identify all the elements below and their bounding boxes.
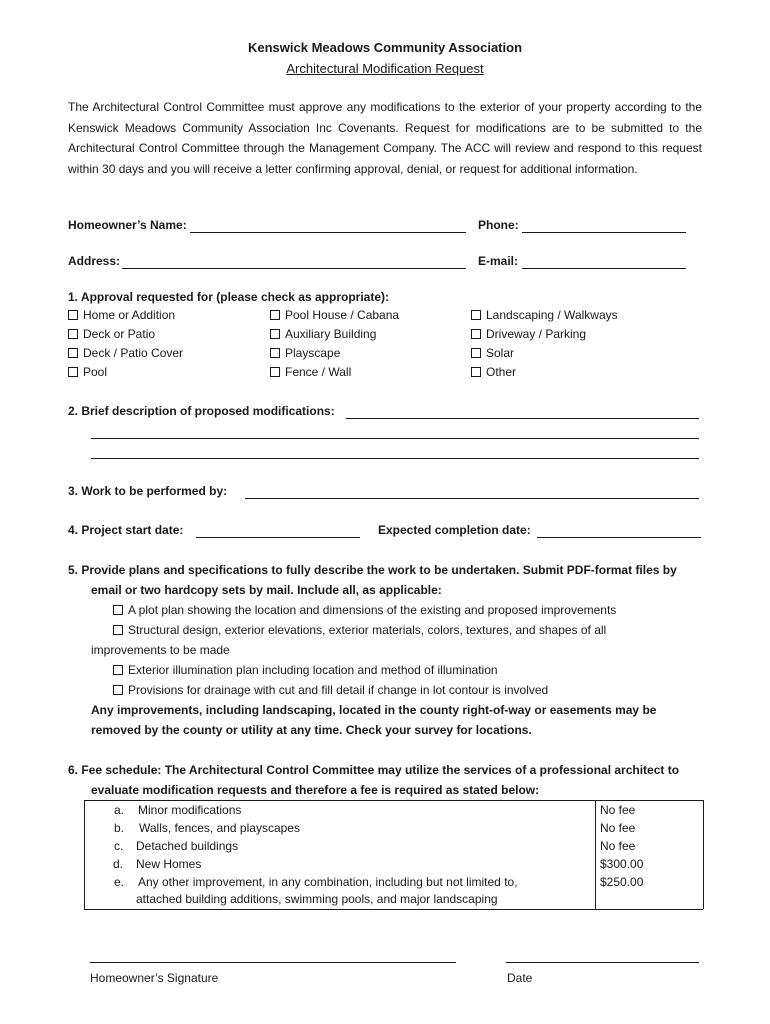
checkbox-icon xyxy=(68,348,78,358)
fee-row-fee: No fee xyxy=(600,803,636,817)
checkbox-pool-house[interactable]: Pool House / Cabana xyxy=(270,308,399,322)
fee-row-letter: a. xyxy=(114,803,125,817)
checkbox-icon xyxy=(471,329,481,339)
phone-field[interactable] xyxy=(522,232,686,233)
description-line-2[interactable] xyxy=(91,438,699,439)
fee-row-desc: Walls, fences, and playscapes xyxy=(139,821,300,835)
phone-label: Phone: xyxy=(478,218,519,232)
fee-row-letter: c. xyxy=(114,839,124,853)
checkbox-icon xyxy=(270,367,280,377)
table-border-middle xyxy=(595,800,596,909)
homeowner-name-field[interactable] xyxy=(190,232,466,233)
checkbox-fence-wall[interactable]: Fence / Wall xyxy=(270,365,351,379)
plan-item-drainage[interactable]: Provisions for drainage with cut and fill detail if change in lot contour is involved xyxy=(113,683,548,697)
signature-line[interactable] xyxy=(90,962,456,963)
checkbox-icon xyxy=(471,348,481,358)
form-title: Architectural Modification Request xyxy=(286,61,484,76)
checkbox-icon xyxy=(471,367,481,377)
plan-item-structural[interactable]: Structural design, exterior elevations, exterior materials, colors, textures, and shapes of all xyxy=(113,623,606,637)
description-line-1[interactable] xyxy=(346,418,699,419)
checkbox-icon xyxy=(113,685,123,695)
completion-date-label: Expected completion date: xyxy=(378,523,531,537)
plan-item-structural-cont: improvements to be made xyxy=(91,643,230,657)
date-label: Date xyxy=(507,971,533,985)
email-label: E-mail: xyxy=(478,254,519,268)
checkbox-icon xyxy=(113,605,123,615)
checkbox-icon xyxy=(68,329,78,339)
section5-note1: Any improvements, including landscaping, located in the county right-of-way or easements may be xyxy=(91,703,657,717)
checkbox-icon xyxy=(68,310,78,320)
performed-by-field[interactable] xyxy=(245,498,699,499)
intro-paragraph: The Architectural Control Committee must approve any modifications to the exterior of your property according to the Kenswick Meadows Community Association Inc Covenants. Request for modifications are to be submitted to the Architectural Control Committee through the Management Company. The ACC will review and respond to this request within 30 days and you will receive a letter confirming approval, denial, or request for additional information. xyxy=(68,100,702,176)
table-border-bottom xyxy=(84,909,703,910)
completion-date-field[interactable] xyxy=(537,537,701,538)
fee-row-desc: Minor modifications xyxy=(138,803,242,817)
checkbox-deck-patio-cover[interactable]: Deck / Patio Cover xyxy=(68,346,183,360)
checkbox-landscaping[interactable]: Landscaping / Walkways xyxy=(471,308,618,322)
section5-line2: email or two hardcopy sets by mail. Include all, as applicable: xyxy=(91,583,442,597)
section3-label: 3. Work to be performed by: xyxy=(68,484,228,498)
homeowner-name-label: Homeowner’s Name: xyxy=(68,218,187,232)
plan-item-illumination[interactable]: Exterior illumination plan including location and method of illumination xyxy=(113,663,498,677)
fee-row-desc: New Homes xyxy=(136,857,202,871)
description-line-3[interactable] xyxy=(91,458,699,459)
checkbox-home-addition[interactable]: Home or Addition xyxy=(68,308,175,322)
checkbox-other[interactable]: Other xyxy=(471,365,516,379)
table-border-left xyxy=(84,800,85,909)
address-label: Address: xyxy=(68,254,121,268)
plan-item-plot[interactable]: A plot plan showing the location and dimensions of the existing and proposed improvements xyxy=(113,603,616,617)
checkbox-icon xyxy=(113,625,123,635)
checkbox-icon xyxy=(270,348,280,358)
date-line[interactable] xyxy=(506,962,699,963)
start-date-field[interactable] xyxy=(196,537,360,538)
checkbox-pool[interactable]: Pool xyxy=(68,365,107,379)
fee-row-letter: e. xyxy=(114,875,125,889)
fee-row-fee: No fee xyxy=(600,839,636,853)
section6-line1: 6. Fee schedule: The Architectural Control Committee may utilize the services of a professional architect to xyxy=(68,763,680,777)
checkbox-icon xyxy=(270,329,280,339)
table-border-right xyxy=(703,800,704,909)
fee-row-desc: Any other improvement, in any combination, including but not limited to, xyxy=(138,875,518,889)
address-field[interactable] xyxy=(122,268,466,269)
section1-heading: 1. Approval requested for (please check as appropriate): xyxy=(68,290,389,304)
checkbox-icon xyxy=(113,665,123,675)
checkbox-icon xyxy=(471,310,481,320)
table-border-top xyxy=(84,800,703,801)
section2-label: 2. Brief description of proposed modifications: xyxy=(68,404,335,418)
section6-line2: evaluate modification requests and therefore a fee is required as stated below: xyxy=(91,783,540,797)
fee-row-fee: $250.00 xyxy=(600,875,644,889)
checkbox-auxiliary-building[interactable]: Auxiliary Building xyxy=(270,327,376,341)
checkbox-icon xyxy=(270,310,280,320)
fee-row-letter: b. xyxy=(114,821,125,835)
org-name: Kenswick Meadows Community Association xyxy=(247,40,523,55)
fee-row-letter: d. xyxy=(113,857,124,871)
start-date-label: 4. Project start date: xyxy=(68,523,184,537)
fee-row-fee: No fee xyxy=(600,821,636,835)
checkbox-playscape[interactable]: Playscape xyxy=(270,346,340,360)
signature-label: Homeowner’s Signature xyxy=(90,971,219,985)
email-field[interactable] xyxy=(522,268,686,269)
section5-note2: removed by the county or utility at any time. Check your survey for locations. xyxy=(91,723,532,737)
section5-line1: 5. Provide plans and specifications to fully describe the work to be undertaken. Submit PDF-format files by xyxy=(68,563,677,577)
checkbox-deck-patio[interactable]: Deck or Patio xyxy=(68,327,155,341)
checkbox-solar[interactable]: Solar xyxy=(471,346,514,360)
fee-row-fee: $300.00 xyxy=(600,857,644,871)
fee-row-desc: Detached buildings xyxy=(136,839,239,853)
fee-row-desc-cont: attached building additions, swimming pools, and major landscaping xyxy=(136,892,498,906)
checkbox-icon xyxy=(68,367,78,377)
checkbox-driveway[interactable]: Driveway / Parking xyxy=(471,327,586,341)
